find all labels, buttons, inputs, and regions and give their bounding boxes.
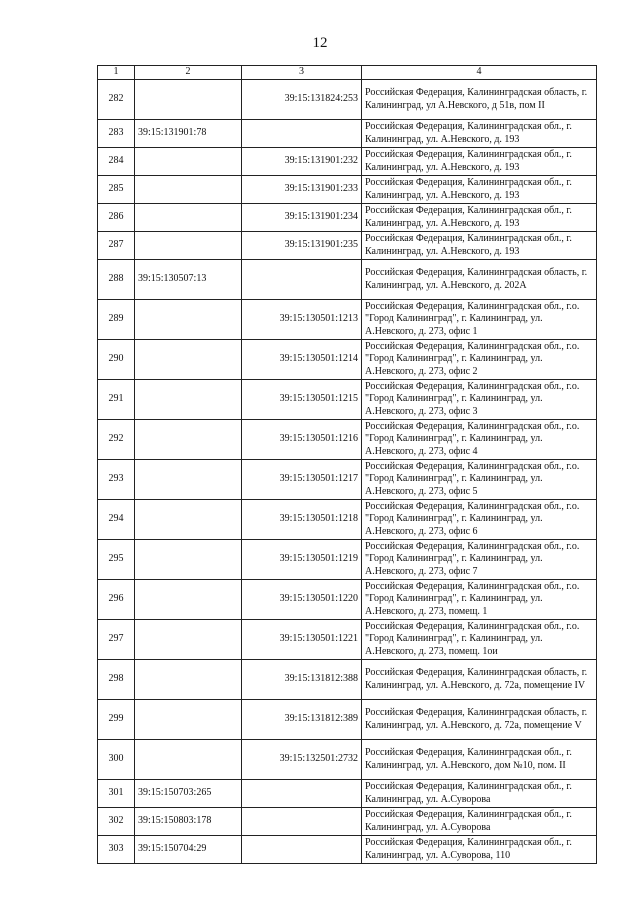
object-cadastral-number-cell: 39:15:131901:234 (242, 204, 362, 232)
cadastral-number-cell (135, 540, 242, 580)
table-row (98, 540, 597, 580)
cadastral-number-cell (135, 420, 242, 460)
address-cell: Российская Федерация, Калининградская обл., г.о. "Город Калининград", г. Калининград, ул. А.Невского, д. 273, офис 5 (362, 460, 597, 500)
cadastral-number-cell (135, 148, 242, 176)
address-cell: Российская Федерация, Калининградская область, г. Калининград, ул. А.Невского, д. 202А (362, 260, 597, 300)
row-number-cell: 285 (98, 176, 135, 204)
row-number-cell: 300 (98, 740, 135, 780)
address-cell: Российская Федерация, Калининградская обл., г.о. "Город Калининград", г. Калининград, ул. А.Невского, д. 273, помещ. 1ои (362, 620, 597, 660)
address-cell: Российская Федерация, Калининградская обл., г.о. "Город Калининград", г. Калининград, ул. А.Невского, д. 273, офис 1 (362, 300, 597, 340)
address-cell: Российская Федерация, Калининградская область, г. Калининград, ул А.Невского, д 51в, пом II (362, 80, 597, 120)
cadastral-number-cell (135, 700, 242, 740)
cadastral-number-cell (135, 740, 242, 780)
table-row (98, 420, 597, 460)
row-number-cell: 299 (98, 700, 135, 740)
table-row (98, 260, 597, 300)
property-table (97, 65, 597, 864)
row-number-cell: 295 (98, 540, 135, 580)
table-header (98, 66, 597, 80)
object-cadastral-number-cell: 39:15:131812:389 (242, 700, 362, 740)
table-row (98, 580, 597, 620)
address-cell: Российская Федерация, Калининградская обл., г. Калининград, ул. А.Невского, д. 193 (362, 148, 597, 176)
table-row (98, 80, 597, 120)
object-cadastral-number-cell: 39:15:130501:1217 (242, 460, 362, 500)
row-number-cell: 296 (98, 580, 135, 620)
table-row (98, 808, 597, 836)
table-row (98, 500, 597, 540)
table-row (98, 380, 597, 420)
address-cell: Российская Федерация, Калининградская обл., г.о. "Город Калининград", г. Калининград, ул. А.Невского, д. 273, офис 6 (362, 500, 597, 540)
cadastral-number-cell (135, 300, 242, 340)
address-cell: Российская Федерация, Калининградская обл., г. Калининград, ул. А.Невского, д. 193 (362, 232, 597, 260)
row-number-cell: 287 (98, 232, 135, 260)
table-row (98, 740, 597, 780)
row-number-cell: 298 (98, 660, 135, 700)
row-number-cell: 303 (98, 836, 135, 864)
header-row (98, 66, 597, 80)
object-cadastral-number-cell (242, 120, 362, 148)
object-cadastral-number-cell: 39:15:131824:253 (242, 80, 362, 120)
address-cell: Российская Федерация, Калининградская обл., г. Калининград, ул. А.Невского, д. 193 (362, 120, 597, 148)
address-cell: Российская Федерация, Калининградская обл., г.о. "Город Калининград", г. Калининград, ул. А.Невского, д. 273, офис 3 (362, 380, 597, 420)
address-cell: Российская Федерация, Калининградская обл., г. Калининград, ул. А.Суворова (362, 808, 597, 836)
row-number-cell: 289 (98, 300, 135, 340)
row-number-cell: 283 (98, 120, 135, 148)
header-col-2: 2 (135, 66, 242, 80)
cadastral-number-cell: 39:15:150704:29 (135, 836, 242, 864)
row-number-cell: 291 (98, 380, 135, 420)
address-cell: Российская Федерация, Калининградская обл., г. Калининград, ул. А.Суворова, 110 (362, 836, 597, 864)
cadastral-number-cell (135, 580, 242, 620)
cadastral-number-cell (135, 500, 242, 540)
row-number-cell: 292 (98, 420, 135, 460)
address-cell: Российская Федерация, Калининградская обл., г. Калининград, ул. А.Невского, д. 193 (362, 176, 597, 204)
table-row (98, 120, 597, 148)
table-row (98, 340, 597, 380)
address-cell: Российская Федерация, Калининградская обл., г.о. "Город Калининград", г. Калининград, ул. А.Невского, д. 273, офис 2 (362, 340, 597, 380)
table-row (98, 148, 597, 176)
object-cadastral-number-cell: 39:15:130501:1214 (242, 340, 362, 380)
table-row (98, 300, 597, 340)
address-cell: Российская Федерация, Калининградская область, г. Калининград, ул. А.Невского, д. 72а, помещение IV (362, 660, 597, 700)
row-number-cell: 297 (98, 620, 135, 660)
row-number-cell: 288 (98, 260, 135, 300)
object-cadastral-number-cell (242, 260, 362, 300)
cadastral-number-cell (135, 340, 242, 380)
row-number-cell: 290 (98, 340, 135, 380)
object-cadastral-number-cell (242, 808, 362, 836)
cadastral-number-cell (135, 380, 242, 420)
object-cadastral-number-cell: 39:15:131901:233 (242, 176, 362, 204)
row-number-cell: 302 (98, 808, 135, 836)
object-cadastral-number-cell: 39:15:130501:1215 (242, 380, 362, 420)
cadastral-number-cell: 39:15:150803:178 (135, 808, 242, 836)
row-number-cell: 293 (98, 460, 135, 500)
table-row (98, 780, 597, 808)
object-cadastral-number-cell: 39:15:131901:232 (242, 148, 362, 176)
object-cadastral-number-cell: 39:15:131901:235 (242, 232, 362, 260)
object-cadastral-number-cell: 39:15:130501:1220 (242, 580, 362, 620)
cadastral-number-cell: 39:15:150703:265 (135, 780, 242, 808)
cadastral-number-cell: 39:15:130507:13 (135, 260, 242, 300)
cadastral-number-cell (135, 660, 242, 700)
object-cadastral-number-cell (242, 780, 362, 808)
address-cell: Российская Федерация, Калининградская обл., г. Калининград, ул. А.Невского, д. 193 (362, 204, 597, 232)
cadastral-number-cell (135, 204, 242, 232)
row-number-cell: 284 (98, 148, 135, 176)
object-cadastral-number-cell: 39:15:132501:2732 (242, 740, 362, 780)
object-cadastral-number-cell: 39:15:130501:1216 (242, 420, 362, 460)
address-cell: Российская Федерация, Калининградская обл., г. Калининград, ул. А.Суворова (362, 780, 597, 808)
table-row (98, 620, 597, 660)
table-row (98, 232, 597, 260)
cadastral-number-cell (135, 80, 242, 120)
table-row (98, 204, 597, 232)
table-body (98, 80, 597, 864)
address-cell: Российская Федерация, Калининградская обл., г.о. "Город Калининград", г. Калининград, ул. А.Невского, д. 273, офис 7 (362, 540, 597, 580)
object-cadastral-number-cell: 39:15:130501:1213 (242, 300, 362, 340)
object-cadastral-number-cell: 39:15:131812:388 (242, 660, 362, 700)
address-cell: Российская Федерация, Калининградская обл., г. Калининград, ул. А.Невского, дом №10, пом. II (362, 740, 597, 780)
object-cadastral-number-cell: 39:15:130501:1218 (242, 500, 362, 540)
row-number-cell: 286 (98, 204, 135, 232)
cadastral-number-cell: 39:15:131901:78 (135, 120, 242, 148)
address-cell: Российская Федерация, Калининградская обл., г.о. "Город Калининград", г. Калининград, ул. А.Невского, д. 273, помещ. 1 (362, 580, 597, 620)
table-row (98, 176, 597, 204)
object-cadastral-number-cell (242, 836, 362, 864)
object-cadastral-number-cell: 39:15:130501:1221 (242, 620, 362, 660)
address-cell: Российская Федерация, Калининградская обл., г.о. "Город Калининград", г. Калининград, ул. А.Невского, д. 273, офис 4 (362, 420, 597, 460)
object-cadastral-number-cell: 39:15:130501:1219 (242, 540, 362, 580)
table-row (98, 700, 597, 740)
table-row (98, 660, 597, 700)
table-row (98, 460, 597, 500)
cadastral-number-cell (135, 176, 242, 204)
header-col-3: 3 (242, 66, 362, 80)
page-number: 12 (312, 35, 328, 51)
cadastral-number-cell (135, 232, 242, 260)
address-cell: Российская Федерация, Калининградская область, г. Калининград, ул. А.Невского, д. 72а, помещение V (362, 700, 597, 740)
row-number-cell: 294 (98, 500, 135, 540)
table-row (98, 836, 597, 864)
header-col-1: 1 (98, 66, 135, 80)
row-number-cell: 301 (98, 780, 135, 808)
header-col-4: 4 (362, 66, 597, 80)
row-number-cell: 282 (98, 80, 135, 120)
cadastral-number-cell (135, 620, 242, 660)
cadastral-number-cell (135, 460, 242, 500)
